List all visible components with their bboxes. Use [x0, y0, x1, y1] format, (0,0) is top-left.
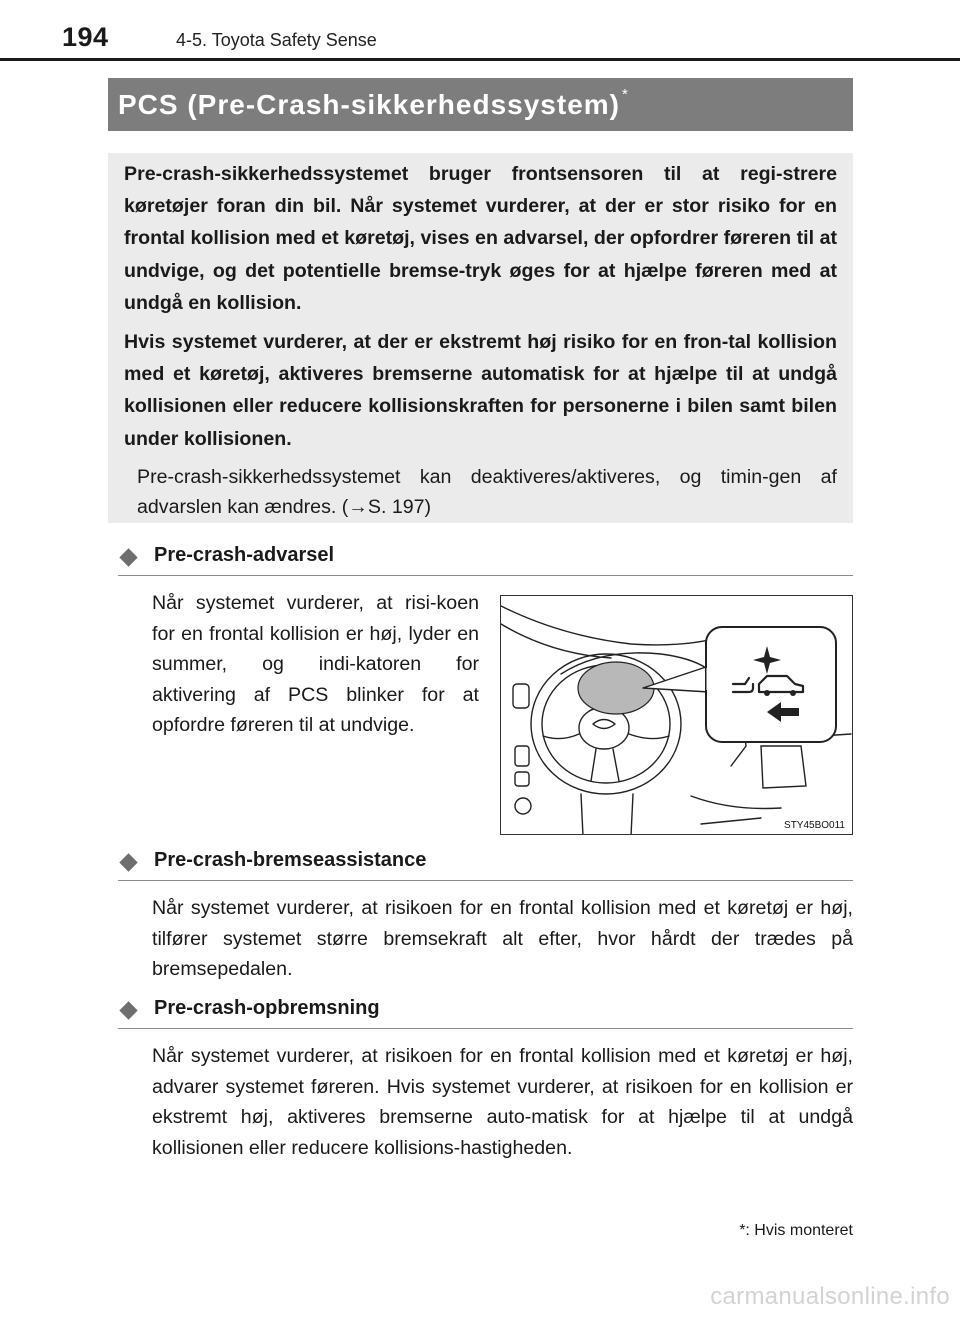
figure-code: STY45BO011 — [784, 820, 845, 831]
header-divider — [0, 58, 960, 61]
diamond-bullet-icon — [119, 853, 137, 871]
diamond-bullet-icon — [119, 1001, 137, 1019]
subheading-pre-crash-brake-assist — [118, 849, 853, 881]
section-text-pre-crash-brake-assist: Når systemet vurderer, at risikoen for en frontal kollision med et køretøj er høj, tilfører systemet større bremsekraft alt efter, hvor hårdt der trædes på bremsepedalen. — [152, 897, 853, 980]
subheading-label: Pre-crash-bremseassistance — [154, 849, 427, 871]
subheading-label: Pre-crash-advarsel — [154, 544, 335, 566]
watermark: carmanualsonline.info — [710, 1283, 950, 1310]
section-text-pre-crash-warning: Når systemet vurderer, at risi-koen for en frontal kollision er høj, lyder en summer, og indi-katoren for aktivering af PCS blinker for at opfordre føreren til at undvige. — [152, 592, 479, 736]
intro-note: Pre-crash-sikkerhedssystemet kan deaktiveres/aktiveres, og timin-gen af advarslen kan ændres. (→S. 197) — [137, 465, 837, 519]
diamond-bullet-icon — [119, 548, 137, 566]
steering-wheel-dashboard-drawing — [501, 596, 853, 835]
subheading-pre-crash-warning — [118, 544, 853, 576]
dashboard-illustration — [500, 595, 853, 835]
intro-paragraph-1: Pre-crash-sikkerhedssystemet bruger frontsensoren til at regi-strere køretøjer foran din bil. Når systemet vurderer, at der er stor risiko for en frontal kollision med et køretøj, vises en advarsel, der opfordrer føreren til at undvige, og det potentielle bremse-tryk øges for at hjælpe føreren med at undgå en kollision. — [124, 163, 837, 314]
page-title: PCS (Pre-Crash-sikkerhedssystem) — [118, 88, 620, 120]
footnote: *: Hvis monteret — [739, 1222, 853, 1239]
intro-box — [108, 153, 853, 523]
subheading-label: Pre-crash-opbremsning — [154, 997, 380, 1019]
section-breadcrumb: 4-5. Toyota Safety Sense — [176, 30, 377, 50]
title-footnote-mark: * — [621, 86, 628, 103]
section-text-pre-crash-braking: Når systemet vurderer, at risikoen for en frontal kollision med et køretøj er høj, advarer systemet føreren. Hvis systemet vurderer, at risikoen for en kollision er ekstremt høj, aktiveres bremserne auto-matisk for at hjælpe til at undgå kollisionen eller reducere kollisions-hastigheden. — [152, 1045, 853, 1159]
intro-paragraph-2: Hvis systemet vurderer, at der er ekstremt høj risiko for en fron-tal kollision med et køretøj, aktiveres bremserne automatisk for at hjælpe til at undgå kollisionen eller reducere kollisionskraften for personerne i bilen samt bilen under kollisionen. — [124, 331, 837, 450]
page-title-bar — [108, 78, 853, 131]
subheading-pre-crash-braking — [118, 997, 853, 1029]
page-number: 194 — [62, 22, 109, 52]
